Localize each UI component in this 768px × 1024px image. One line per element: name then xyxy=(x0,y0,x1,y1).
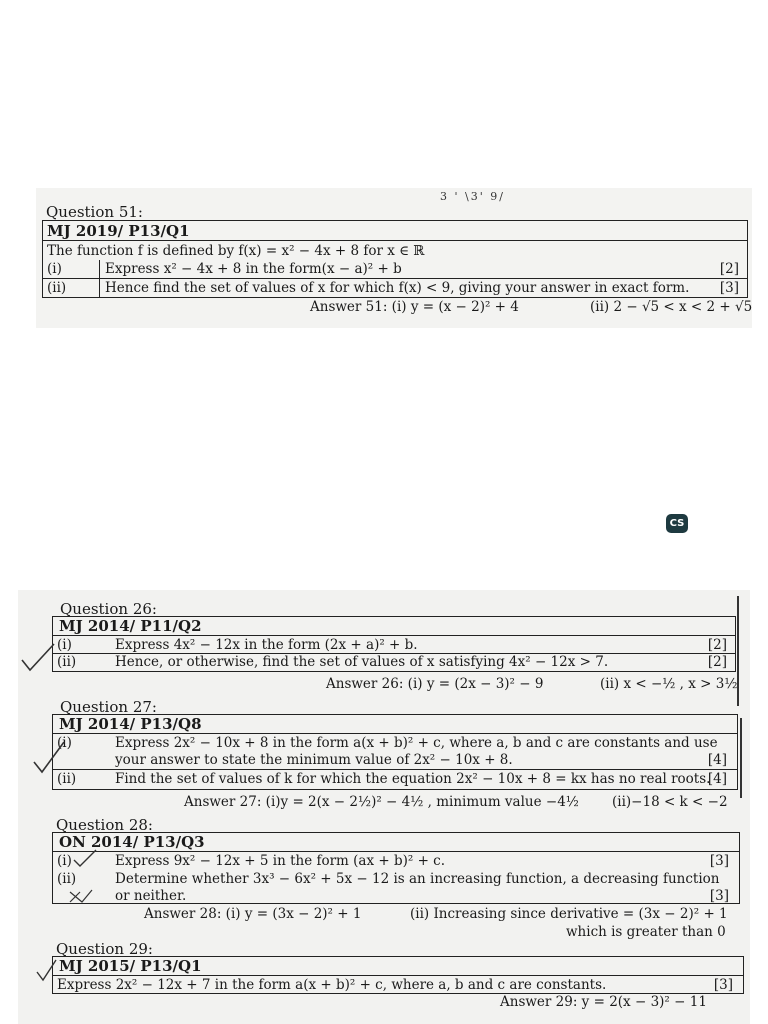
question-29-heading: Question 29: xyxy=(56,940,153,958)
answer-28-part-ii: (ii) Increasing since derivative = (3x − 2)² + 1 xyxy=(410,906,728,922)
mark: [3] xyxy=(709,853,729,869)
question-27-paper: MJ 2014/ P13/Q8 xyxy=(59,715,202,733)
part-text: Express 9x² − 12x + 5 in the form (ax + b)² + c. xyxy=(115,853,446,869)
part-text: Express 4x² − 12x in the form (2x + a)² + b. xyxy=(115,637,418,653)
mark: [4] xyxy=(707,771,727,787)
part-number: (i) xyxy=(57,637,72,653)
question-28-heading: Question 28: xyxy=(56,816,153,834)
camscanner-logo: CS xyxy=(666,514,688,533)
answer-28-part-ii-continued: which is greater than 0 xyxy=(566,924,726,940)
mark: [3] xyxy=(709,888,729,904)
mark: [2] xyxy=(707,654,727,670)
question-28-paper: ON 2014/ P13/Q3 xyxy=(59,833,205,851)
part-number: (ii) xyxy=(57,771,77,787)
checkmark-icon xyxy=(30,738,70,778)
answer-51-part-ii: (ii) 2 − √5 < x < 2 + √5 xyxy=(590,299,753,315)
answer-29: Answer 29: y = 2(x − 3)² − 11 xyxy=(500,994,707,1010)
checkmark-icon xyxy=(34,958,58,982)
mark: [2] xyxy=(707,637,727,653)
top-fragment-text: 3 ' \3' 9/ xyxy=(440,190,505,203)
question-28-box xyxy=(52,832,740,904)
mark: [3] xyxy=(713,977,733,993)
question-27-heading: Question 27: xyxy=(60,698,157,716)
part-text: or neither. xyxy=(115,888,187,904)
answer-26-part-ii: (ii) x < −½ , x > 3½ xyxy=(600,676,738,692)
part-text: Determine whether 3x³ − 6x² + 5x − 12 is an increasing function, a decreasing function xyxy=(115,871,720,887)
page-edge-line xyxy=(740,718,742,798)
part-text: Express 2x² − 12x + 7 in the form a(x + b)² + c, where a, b and c are constants. xyxy=(57,977,607,993)
answer-28-part-i: Answer 28: (i) y = (3x − 2)² + 1 xyxy=(144,906,362,922)
part-text: Express 2x² − 10x + 8 in the form a(x + b)² + c, where a, b and c are constants and use xyxy=(115,735,718,751)
question-26-heading: Question 26: xyxy=(60,600,157,618)
part-number: (i) xyxy=(47,261,62,277)
question-51-paper: MJ 2019/ P13/Q1 xyxy=(47,222,190,240)
question-51-heading: Question 51: xyxy=(46,203,143,221)
question-26-paper: MJ 2014/ P11/Q2 xyxy=(59,617,202,635)
part-number: (ii) xyxy=(57,654,77,670)
part-number: (ii) xyxy=(57,871,77,887)
question-51-box xyxy=(42,220,748,298)
question-51-intro: The function f is defined by f(x) = x² − 4x + 8 for x ∈ ℝ xyxy=(47,243,425,259)
question-27-box xyxy=(52,714,738,790)
checkmark-icon xyxy=(70,848,100,868)
part-text: Find the set of values of k for which the equation 2x² − 10x + 8 = kx has no real roots. xyxy=(115,771,711,787)
answer-26-part-i: Answer 26: (i) y = (2x − 3)² − 9 xyxy=(326,676,544,692)
part-text: your answer to state the minimum value of 2x² − 10x + 8. xyxy=(115,752,513,768)
part-text: Hence find the set of values of x for which f(x) < 9, giving your answer in exact form. xyxy=(105,280,690,296)
answer-51-part-i: Answer 51: (i) y = (x − 2)² + 4 xyxy=(310,299,519,315)
part-number: (i) xyxy=(57,853,72,869)
answer-27-part-i: Answer 27: (i)y = 2(x − 2½)² − 4½ , minimum value −4½ xyxy=(184,794,579,810)
column-divider xyxy=(99,260,100,297)
part-text: Express x² − 4x + 8 in the form(x − a)² + b xyxy=(105,261,402,277)
checkmark-icon xyxy=(18,640,58,674)
part-text: Hence, or otherwise, find the set of values of x satisfying 4x² − 12x > 7. xyxy=(115,654,609,670)
mark: [4] xyxy=(707,752,727,768)
question-29-paper: MJ 2015/ P13/Q1 xyxy=(59,957,202,975)
divider xyxy=(53,653,735,654)
answer-27-part-ii: (ii)−18 < k < −2 xyxy=(612,794,728,810)
cross-mark-icon xyxy=(66,888,96,906)
mark: [2] xyxy=(719,261,739,277)
part-number: (i) xyxy=(57,735,72,751)
divider xyxy=(43,240,747,241)
question-26-box xyxy=(52,616,736,672)
mark: [3] xyxy=(719,280,739,296)
part-number: (ii) xyxy=(47,280,67,296)
question-29-box xyxy=(52,956,744,994)
